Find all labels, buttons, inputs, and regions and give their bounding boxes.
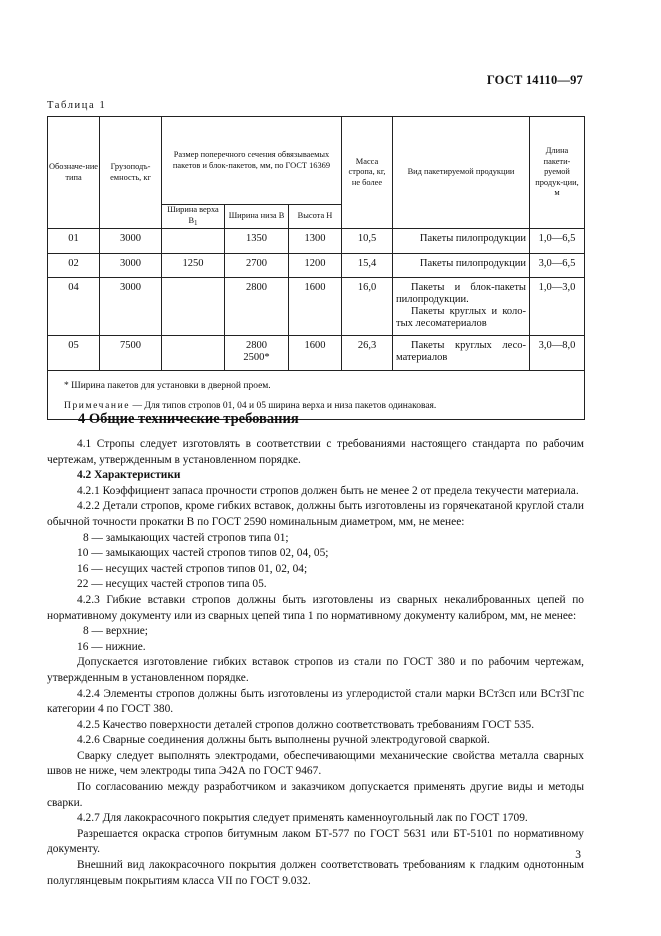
cell-product: Пакеты круглых лесо- материалов (393, 336, 530, 371)
cell-bottom: 2800 (225, 278, 289, 336)
table-footnote: * Ширина пакетов для установки в дверной проем. (64, 381, 271, 391)
header-top-width: Ширина верха $B_1$ (162, 205, 225, 229)
header-length: Длина пакети-руемой продук-ции, м (530, 117, 585, 229)
list-item: 10 — замыкающих частей стропов типов 02, 04, 05; (77, 547, 329, 560)
cell-bottom: 1350 (225, 229, 289, 254)
cell-product: Пакеты пилопродукции (393, 254, 530, 278)
section-body (47, 437, 584, 889)
cell-capacity: 3000 (100, 254, 162, 278)
cell-top: 1250 (162, 254, 225, 278)
cell-capacity: 3000 (100, 229, 162, 254)
header-product: Вид пакетируемой продукции (393, 117, 530, 229)
list-item: 8 — верхние; (83, 625, 148, 638)
paragraph: 4.2.6 Сварные соединения должны быть выполнены ручной электродуговой сваркой. (77, 734, 490, 747)
cell-height: 1600 (289, 336, 342, 371)
section-title: 4 Общие технические требования (78, 411, 299, 427)
table-1 (47, 116, 584, 420)
cell-height: 1600 (289, 278, 342, 336)
cell-product: Пакеты пилопродукции (393, 229, 530, 254)
table-row (48, 254, 585, 278)
cell-capacity: 7500 (100, 336, 162, 371)
paragraph: Разрешается окраска стропов битумным лаком БТ-577 по ГОСТ 5631 или БТ-5101 по нормативному документу. (47, 827, 584, 856)
cell-type: 05 (48, 336, 100, 371)
list-item: 22 — несущих частей стропов типа 05. (77, 578, 267, 591)
cell-length: 3,0—8,0 (530, 336, 585, 371)
header-type: Обозначе-ние типа (48, 117, 100, 229)
table-caption: Таблица 1 (47, 100, 107, 111)
paragraph: Допускается изготовление гибких вставок стропов из стали по ГОСТ 380 и по рабочим чертежам, утвержденным в установленном порядке. (47, 656, 584, 684)
cell-capacity: 3000 (100, 278, 162, 336)
cell-top (162, 336, 225, 371)
header-mass: Масса стропа, кг, не более (342, 117, 393, 229)
cell-length: 1,0—6,5 (530, 229, 585, 254)
header-section-size: Размер поперечного сечения обвязываемых пакетов и блок-пакетов, мм, по ГОСТ 16369 (162, 117, 342, 205)
cell-mass: 15,4 (342, 254, 393, 278)
paragraph: 4.1 Стропы следует изготовлять в соответствии с требованиями настоящего стандарта по рабочим чертежам, утвержденным в установленном порядке. (47, 438, 584, 466)
standard-header: ГОСТ 14110—97 (486, 73, 583, 87)
list-item: 8 — замыкающих частей стропов типа 01; (83, 531, 289, 544)
paragraph: 4.2.7 Для лакокрасочного покрытия следует применять каменноугольный лак по ГОСТ 1709. (77, 812, 528, 825)
cell-height: 1200 (289, 254, 342, 278)
paragraph: 4.2.5 Качество поверхности деталей стропов должно соответствовать требованиям ГОСТ 535. (77, 718, 535, 731)
cell-bottom: 2800 2500* (225, 336, 289, 371)
cell-mass: 16,0 (342, 278, 393, 336)
paragraph: 4.2.2 Детали стропов, кроме гибких вставок, должны быть изготовлены из горячекатаной круглой стали обычной точности прокатки В по ГОСТ 2590 номинальным диаметром, мм, не менее: (47, 500, 584, 528)
cell-type: 01 (48, 229, 100, 254)
cell-length: 3,0—6,5 (530, 254, 585, 278)
table-note: Примечание — Для типов стропов 01, 04 и 05 ширина верха и низа пакетов одинаковая. (64, 401, 437, 411)
cell-mass: 26,3 (342, 336, 393, 371)
cell-type: 04 (48, 278, 100, 336)
cell-top (162, 278, 225, 336)
cell-product: Пакеты и блок-пакеты пилопродукции. Пакеты круглых и коло- тых лесоматериалов (393, 278, 530, 336)
cell-height: 1300 (289, 229, 342, 254)
paragraph: Внешний вид лакокрасочного покрытия должен соответствовать требованиям к гладким однотонным полуглянцевым покрытиям класса VII по ГОСТ 9.032. (47, 859, 584, 887)
paragraph: 4.2.4 Элементы стропов должны быть изготовлены из углеродистой стали марки ВСт3сп или ВСт3Гпс категории 4 по ГОСТ 380. (47, 687, 584, 716)
header-height: Высота H (289, 205, 342, 229)
subsection-heading: 4.2 Характеристики (77, 469, 181, 482)
table-row (48, 336, 585, 371)
header-capacity: Грузоподъ-емность, кг (100, 117, 162, 229)
list-item: 16 — нижние. (77, 640, 146, 653)
paragraph: По согласованию между разработчиком и заказчиком допускается применять другие виды и методы сварки. (47, 781, 584, 809)
list-item: 16 — несущих частей стропов типов 01, 02, 04; (77, 562, 308, 575)
cell-bottom: 2700 (225, 254, 289, 278)
cell-mass: 10,5 (342, 229, 393, 254)
cell-length: 1,0—3,0 (530, 278, 585, 336)
page-number: 3 (575, 849, 581, 861)
cell-type: 02 (48, 254, 100, 278)
paragraph: 4.2.3 Гибкие вставки стропов должны быть изготовлены из сварных некалиброванных цепей по нормативному документу или из сварных цепей типа 1 по нормативному документу калибром, мм, не менее: (47, 593, 584, 622)
table-row (48, 229, 585, 254)
paragraph: 4.2.1 Коэффициент запаса прочности стропов должен быть не менее 2 от предела текучести материала. (77, 484, 579, 497)
header-bottom-width: Ширина низа B (225, 205, 289, 229)
paragraph: Сварку следует выполнять электродами, обеспечивающими механические свойства металла сварных швов не ниже, чем электроды типа Э42А по ГОСТ 9467. (47, 749, 584, 778)
cell-top (162, 229, 225, 254)
table-row (48, 278, 585, 336)
